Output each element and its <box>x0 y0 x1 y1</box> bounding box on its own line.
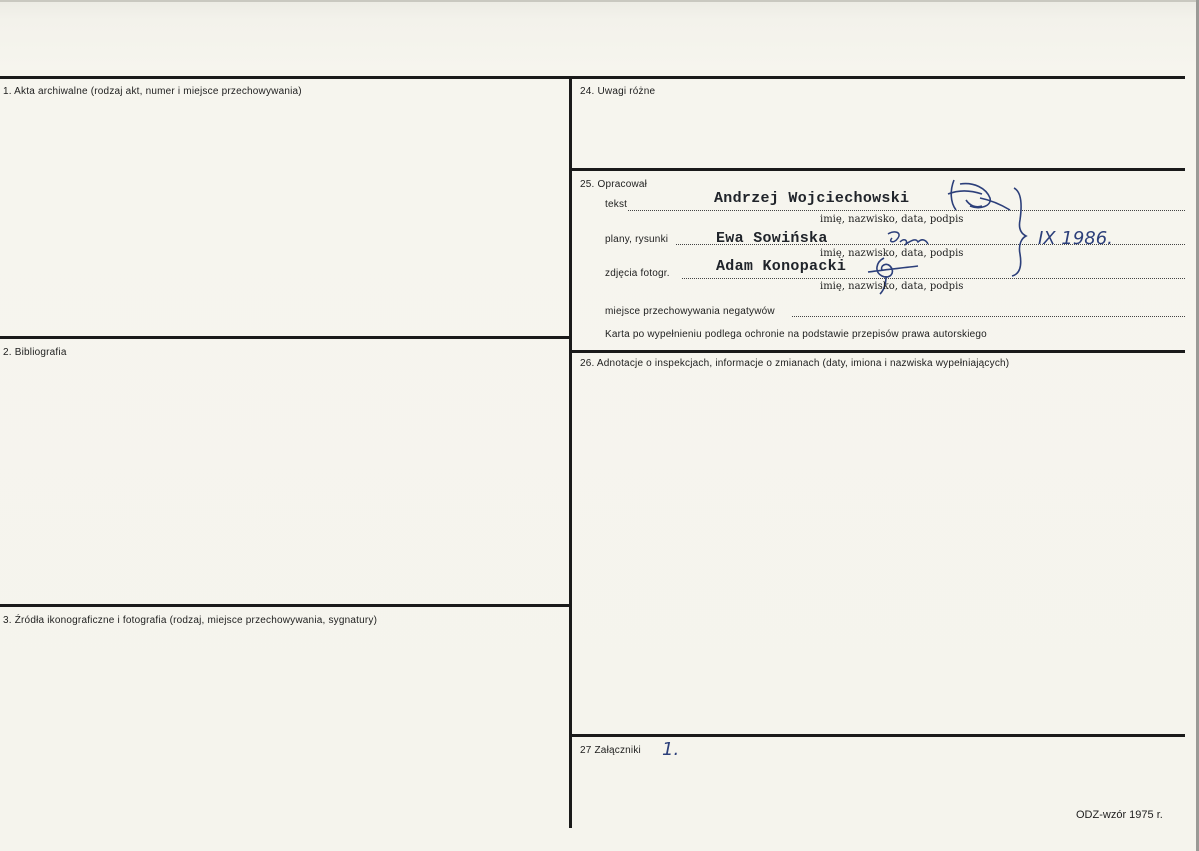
top-rule <box>0 76 1185 79</box>
zdjecia-line <box>682 278 1185 279</box>
section-24-label: 24. Uwagi różne <box>580 86 656 97</box>
zdjecia-label: zdjęcia fotogr. <box>605 268 670 279</box>
plany-name: Ewa Sowińska <box>716 230 828 247</box>
brace-mark <box>1008 186 1030 278</box>
signature-plany <box>884 228 936 250</box>
karta-note: Karta po wypełnieniu podlega ochronie na podstawie przepisów prawa autorskiego <box>605 329 987 340</box>
plany-sublabel: imię, nazwisko, data, podpis <box>820 248 964 259</box>
tekst-name: Andrzej Wojciechowski <box>714 190 910 207</box>
rule-right-s26-s27 <box>572 734 1185 737</box>
section-26-label: 26. Adnotacje o inspekcjach, informacje o zmianach (daty, imiona i nazwiska wypełniających) <box>580 358 1010 369</box>
tekst-line <box>628 210 1185 211</box>
rule-right-s24-s25 <box>572 168 1185 171</box>
rule-right-s25-s26 <box>572 350 1185 353</box>
plany-label: plany, rysunki <box>605 234 669 245</box>
section-25-label: 25. Opracował <box>580 179 648 190</box>
center-rule <box>569 76 572 828</box>
section-1-label: 1. Akta archiwalne (rodzaj akt, numer i miejsce przechowywania) <box>3 86 302 97</box>
zdjecia-sublabel: imię, nazwisko, data, podpis <box>820 281 964 292</box>
rule-left-s2-s3 <box>0 604 570 607</box>
rule-left-s1-s2 <box>0 336 570 339</box>
card-top-edge <box>0 0 1199 2</box>
section-2-label: 2. Bibliografia <box>3 347 67 358</box>
section-27-label: 27 Załączniki <box>580 745 641 756</box>
tekst-label: tekst <box>605 199 628 210</box>
negatywy-label: miejsce przechowywania negatywów <box>605 306 775 317</box>
zalaczniki-handwritten: 1. <box>662 739 680 760</box>
section-3-label: 3. Źródła ikonograficzne i fotografia (rodzaj, miejsce przechowywania, sygnatury) <box>3 615 378 626</box>
date-handwritten: IX 1986. <box>1038 228 1113 249</box>
form-model-footer: ODZ-wzór 1975 r. <box>1076 809 1163 821</box>
tekst-sublabel: imię, nazwisko, data, podpis <box>820 214 964 225</box>
zdjecia-name: Adam Konopacki <box>716 258 847 275</box>
negatywy-line <box>792 316 1185 317</box>
